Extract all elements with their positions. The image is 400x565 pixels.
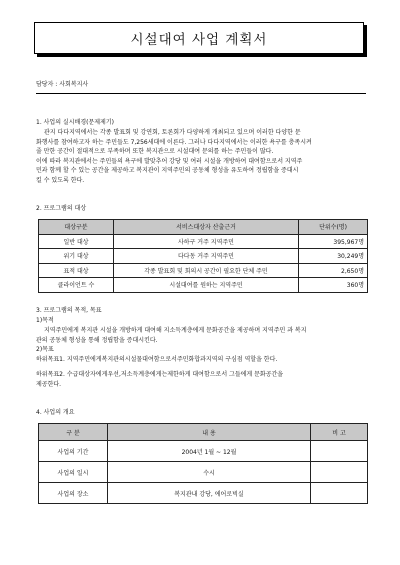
goal-line: 제공한다. (36, 381, 62, 388)
table-cell: 복지관내 강당, 에어로빅실 (108, 483, 311, 504)
table-cell: 2,650명 (299, 263, 368, 278)
table-row (39, 263, 368, 278)
target-table (38, 219, 368, 293)
table-cell (311, 483, 368, 504)
section1-line: 줄 만한 공간이 절대적으로 부족하며 또한 복지관으로 시설대여 문의를 하는 주민들이 많다. (36, 148, 274, 155)
table-cell: 2004년 1월 ~ 12월 (108, 441, 311, 462)
purpose-line: 지역주민에게 복지관 시설을 개방하게 대여해 지소득계층에게 문화공간을 제공하며 지역주민 과 복지 (44, 327, 307, 334)
table-cell: 360명 (299, 278, 368, 293)
table-cell: 사업의 일시 (39, 462, 108, 483)
table-header: 서비스대상자 산출근거 (114, 220, 299, 235)
table-cell: 시설대여를 원하는 지역주민 (114, 278, 299, 293)
table-cell: 수시 (108, 462, 311, 483)
table-row (39, 249, 368, 264)
table-cell: 표적 대상 (39, 263, 114, 278)
table-cell: 위기 대상 (39, 249, 114, 264)
purpose-label: 1)목적 (36, 317, 54, 324)
table-cell: 클라이언트 수 (39, 278, 114, 293)
table-row (39, 278, 368, 293)
section1-heading: 1. 사업의 실시배경(문제제기) (36, 119, 114, 126)
table-header: 비 고 (311, 424, 368, 441)
table-row (39, 234, 368, 249)
section1-line: 이에 따라 복지관에서는 주민들의 욕구에 발맞추어 강당 및 여러 시설을 개방하여 대여함으로서 지역주 (36, 157, 303, 165)
purpose-line: 관의 공동체 형성을 통해 정립함을 증대시킨다. (36, 336, 158, 344)
section2-heading: 2. 프로그램의 대상 (36, 205, 87, 212)
section1-line: 킬 수 있도록 한다. (36, 176, 85, 184)
goal-line: 하위목표1. 지역주민에게복지관의시설물대여함으로서주민화합과지역의 구심점 역할을 한다. (36, 356, 278, 363)
table-row (39, 462, 368, 483)
table-cell: 사업의 장소 (39, 483, 108, 504)
table-cell: 각종 발표회 및 회의시 공간이 필요한 단체 주민 (114, 263, 299, 278)
section1-line: 관지 다다지역에서는 각종 발표회 및 강연회, 토론회가 다양하게 개최되고 있으며 이러한 다양한 문 (44, 129, 301, 136)
table-cell: 사하구 거주 지역주민 (114, 234, 299, 249)
table-row (39, 483, 368, 504)
table-row (39, 441, 368, 462)
table-header-row (39, 424, 368, 441)
table-header: 대상구분 (39, 220, 114, 235)
table-cell: 30,249명 (299, 249, 368, 264)
divider (36, 93, 366, 94)
table-cell: 395,967명 (299, 234, 368, 249)
section1-line: 민과 함께 할 수 있는 공간을 제공하고 복지관이 지역주민의 공동체 형성을 유도하여 정립함을 증대시 (36, 167, 299, 174)
goal-label: 2)목표 (36, 346, 54, 353)
table-header: 구 분 (39, 424, 108, 441)
author-line: 담당자 : 사회복지사 (36, 81, 89, 88)
overview-table (38, 423, 368, 504)
section4-heading: 4. 사업의 개요 (36, 409, 75, 416)
table-header-row (39, 220, 368, 235)
table-cell: 일반 대상 (39, 234, 114, 249)
table-cell (311, 462, 368, 483)
table-cell: 다다동 거주 지역주민 (114, 249, 299, 264)
table-header: 단위수(명) (299, 220, 368, 235)
section1-line: 화행사를 참여하고자 하는 주민들도 7,256세대에 이른다. 그러나 다다지역에서는 이러한 욕구를 충족시켜 (36, 138, 312, 146)
table-cell (311, 441, 368, 462)
table-cell: 사업의 기간 (39, 441, 108, 462)
goal-line: 하위목표2. 수급대상자에게우선,저소득계층에게는제한하게 대여함으로서 그들에게 문화공간을 (36, 371, 284, 378)
section3-heading: 3. 프로그램의 목적, 목표 (36, 307, 102, 314)
document-title: 시설대여 사업 계획서 (34, 22, 364, 54)
table-header: 내 용 (108, 424, 311, 441)
